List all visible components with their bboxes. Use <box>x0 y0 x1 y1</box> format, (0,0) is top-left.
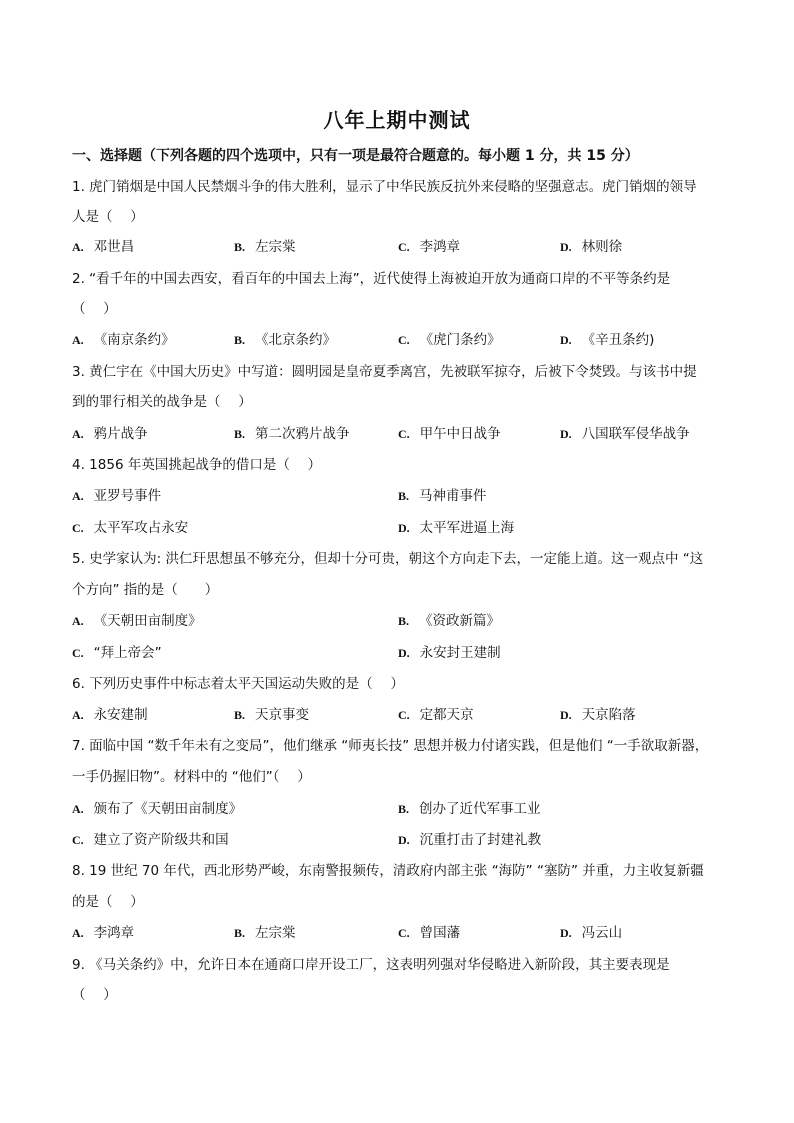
question-6-option-b[interactable]: B. 天京事变 <box>234 707 310 723</box>
section-heading: 一、选择题（下列各题的四个选项中，只有一项是最符合题意的。每小题 1 分，共 15 分） <box>72 148 639 164</box>
question-4-option-b[interactable]: B. 马神甫事件 <box>398 488 487 504</box>
question-2-option-a[interactable]: A. 《南京条约》 <box>72 332 175 348</box>
question-2-option-c[interactable]: C. 《虎门条约》 <box>398 332 501 348</box>
question-1-line-2: 人是（ ） <box>72 209 144 225</box>
question-7-option-b[interactable]: B. 创办了近代军事工业 <box>398 801 541 817</box>
question-6-line-1: 6. 下列历史事件中标志着太平天国运动失败的是（ ） <box>72 676 404 692</box>
question-6-option-d[interactable]: D. 天京陷落 <box>560 707 636 723</box>
question-2-line-1: 2. “看千年的中国去西安，看百年的中国去上海”，近代使得上海被迫开放为通商口岸的不平等条约是 <box>72 271 671 287</box>
question-5-option-d[interactable]: D. 永安封王建制 <box>398 645 501 661</box>
question-2-line-2: （ ） <box>72 301 117 317</box>
question-7-line-1: 7. 面临中国 “数千年未有之变局”，他们继承 “师夷长技” 思想并极力付诸实践，但是他们 “一手欲取新器， <box>72 738 709 754</box>
question-1-line-1: 1. 虎门销烟是中国人民禁烟斗争的伟大胜利，显示了中华民族反抗外来侵略的坚强意志。虎门销烟的领导 <box>72 179 697 195</box>
question-7-option-c[interactable]: C. 建立了资产阶级共和国 <box>72 832 229 848</box>
question-5-line-2: 个方向” 指的是（ ） <box>72 582 219 598</box>
question-7-line-2: 一手仍握旧物”。材料中的 “他们”（ ） <box>72 769 311 785</box>
question-4-option-a[interactable]: A. 亚罗号事件 <box>72 488 162 504</box>
question-3-option-a[interactable]: A. 鸦片战争 <box>72 426 148 442</box>
question-4-option-c[interactable]: C. 太平军攻占永安 <box>72 520 189 536</box>
question-1-option-c[interactable]: C. 李鸿章 <box>398 239 461 255</box>
question-8-option-b[interactable]: B. 左宗棠 <box>234 925 296 941</box>
question-5-option-c[interactable]: C. “拜上帝会” <box>72 645 162 661</box>
question-9-line-1: 9. 《马关条约》中，允许日本在通商口岸开设工厂，这表明列强对华侵略进入新阶段，其主要表现是 <box>72 957 670 973</box>
question-6-option-c[interactable]: C. 定都天京 <box>398 707 474 723</box>
question-3-option-b[interactable]: B. 第二次鸦片战争 <box>234 426 350 442</box>
question-8-option-a[interactable]: A. 李鸿章 <box>72 925 135 941</box>
question-5-option-a[interactable]: A. 《天朝田亩制度》 <box>72 613 202 629</box>
question-2-option-b[interactable]: B. 《北京条约》 <box>234 332 337 348</box>
question-3-line-2: 到的罪行相关的战争是（ ） <box>72 394 252 410</box>
question-3-option-c[interactable]: C. 甲午中日战争 <box>398 426 501 442</box>
page-title: 八年上期中测试 <box>323 108 471 132</box>
question-9-line-2: （ ） <box>72 987 117 1003</box>
question-1-option-d[interactable]: D. 林则徐 <box>560 239 623 255</box>
question-7-option-a[interactable]: A. 颁布了《天朝田亩制度》 <box>72 801 243 817</box>
question-4-line-1: 4. 1856 年英国挑起战争的借口是（ ） <box>72 457 322 473</box>
question-5-option-b[interactable]: B. 《资政新篇》 <box>398 613 501 629</box>
question-7-option-d[interactable]: D. 沉重打击了封建礼教 <box>398 832 542 848</box>
question-3-line-1: 3. 黄仁宇在《中国大历史》中写道：圆明园是皇帝夏季离宫，先被联军掠夺，后被下令焚毁。与该书中提 <box>72 364 697 380</box>
question-8-line-1: 8. 19 世纪 70 年代，西北形势严峻，东南警报频传，清政府内部主张 “海防” “塞防” 并重，力主收复新疆 <box>72 863 704 879</box>
question-1-option-a[interactable]: A. 邓世昌 <box>72 239 135 255</box>
question-8-option-d[interactable]: D. 冯云山 <box>560 925 623 941</box>
question-8-option-c[interactable]: C. 曾国藩 <box>398 925 461 941</box>
question-3-option-d[interactable]: D. 八国联军侵华战争 <box>560 426 690 442</box>
question-8-line-2: 的是（ ） <box>72 894 144 910</box>
question-4-option-d[interactable]: D. 太平军进逼上海 <box>398 520 515 536</box>
question-1-option-b[interactable]: B. 左宗棠 <box>234 239 296 255</box>
question-2-option-d[interactable]: D. 《辛丑条约) <box>560 332 655 348</box>
question-6-option-a[interactable]: A. 永安建制 <box>72 707 148 723</box>
question-5-line-1: 5. 史学家认为: 洪仁玕思想虽不够充分，但却十分可贵，朝这个方向走下去，一定能上道。这一观点中 “这 <box>72 551 704 567</box>
